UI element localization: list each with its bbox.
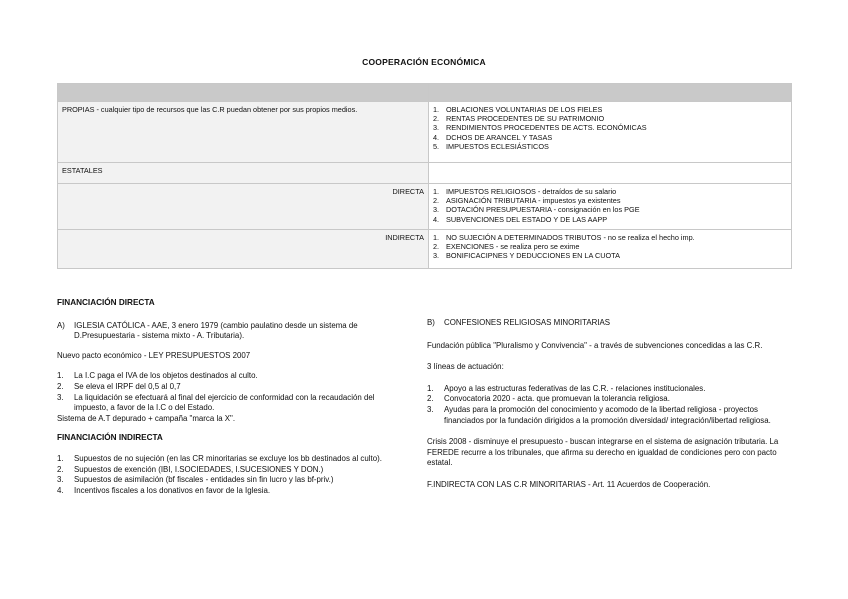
list-item bbox=[57, 393, 395, 414]
list-item-number: 3. bbox=[433, 205, 440, 215]
estatales-empty-cell bbox=[429, 163, 792, 184]
nuevo-pacto: Nuevo pacto económico - LEY PRESUPUESTOS 2007 bbox=[57, 350, 251, 360]
header-cell-left bbox=[58, 84, 429, 102]
list-item-number: 2. bbox=[433, 196, 440, 206]
table-row-directa bbox=[58, 184, 792, 230]
list-item bbox=[57, 486, 395, 497]
list-item bbox=[433, 187, 787, 196]
list-item-number: 3. bbox=[57, 392, 64, 402]
list-item-number: 3. bbox=[57, 475, 64, 485]
list-item-text: RENDIMIENTOS PROCEDENTES DE ACTS. ECONÓMICAS bbox=[446, 123, 647, 133]
fundacion-text: Fundación pública "Pluralismo y Convivencia" - a través de subvenciones concedidas a las C.R. bbox=[427, 340, 763, 350]
item-b-label: B) bbox=[427, 318, 435, 327]
list-item-number: 1. bbox=[427, 383, 434, 393]
list-item-number: 1. bbox=[433, 233, 440, 242]
list-item-number: 3. bbox=[433, 251, 440, 261]
propias-list bbox=[433, 105, 787, 151]
list-item-text: DOTACIÓN PRESUPUESTARIA - consignación en los PGE bbox=[446, 205, 640, 215]
list-item bbox=[427, 405, 793, 426]
list-item-text: Apoyo a las estructuras federativas de las C.R. - relaciones institucionales. bbox=[444, 383, 706, 393]
sistema-text: Sistema de A.T depurado + campaña "marca la X". bbox=[57, 413, 236, 423]
list-item bbox=[433, 105, 787, 114]
list-item-number: 4. bbox=[433, 214, 440, 224]
list-item bbox=[433, 233, 787, 242]
crisis-text: Crisis 2008 - disminuye el presupuesto - buscan integrarse en el sistema de asignación tributaria. La FEREDE recurre a los tribunales, que afirma su derecho en igualdad de condiciones pero con pacto estatal. bbox=[427, 437, 779, 468]
list-item-number: 3. bbox=[433, 123, 440, 133]
list-item-text: SUBVENCIONES DEL ESTADO Y DE LAS AAPP bbox=[446, 214, 608, 224]
list-item-number: 3. bbox=[427, 404, 434, 414]
list-item-text: Ayudas para la promoción del conocimiento y acomodo de la libertad religiosa - proyectos financiados por la fundación dirigidos a la promoción diversidad/ integración/libertad religiosa. bbox=[444, 404, 771, 425]
list-item bbox=[427, 384, 793, 395]
list-item bbox=[433, 242, 787, 251]
item-b bbox=[427, 318, 793, 329]
list-item-text: Supuestos de asimilación (bf fiscales - entidades sin fin lucro y las bf-priv.) bbox=[74, 475, 334, 485]
list-item-text: Se eleva el IRPF del 0,5 al 0,7 bbox=[74, 381, 181, 391]
list-item-number: 1. bbox=[57, 453, 64, 463]
financiacion-indirecta-list bbox=[57, 454, 395, 496]
heading-financiacion-directa: FINANCIACIÓN DIRECTA bbox=[57, 298, 155, 307]
list-item-number: 1. bbox=[433, 105, 440, 114]
item-a bbox=[57, 321, 395, 342]
list-item bbox=[433, 133, 787, 142]
indirecta-table-list bbox=[433, 233, 787, 261]
list-item-number: 4. bbox=[433, 132, 440, 142]
heading-financiacion-indirecta: FINANCIACIÓN INDIRECTA bbox=[57, 433, 163, 443]
list-item-number: 5. bbox=[433, 141, 440, 151]
indirecta-cell: INDIRECTA bbox=[58, 230, 429, 269]
list-item-number: 4. bbox=[57, 485, 64, 495]
list-item-text: Incentivos fiscales a los donativos en favor de la Iglesia. bbox=[74, 485, 271, 495]
propias-list-cell bbox=[429, 102, 792, 163]
right-column bbox=[427, 318, 793, 491]
list-item-text: DCHOS DE ARANCEL Y TASAS bbox=[446, 132, 553, 142]
left-column bbox=[57, 298, 395, 496]
propias-cell: PROPIAS - cualquier tipo de recursos que las C.R puedan obtener por sus propios medios. bbox=[58, 102, 429, 163]
table-row-estatales bbox=[58, 163, 792, 184]
list-item-text: NO SUJECIÓN A DETERMINADOS TRIBUTOS - no se realiza el hecho imp. bbox=[446, 233, 695, 242]
page-title: COOPERACIÓN ECONÓMICA bbox=[362, 57, 486, 67]
directa-list-cell bbox=[429, 184, 792, 230]
list-item bbox=[427, 394, 793, 405]
list-item bbox=[57, 382, 395, 393]
list-item-text: La liquidación se efectuará al final del ejercicio de conformidad con la recaudación del impuesto, a favor de la I.C o del Estado. bbox=[74, 392, 375, 413]
list-item bbox=[433, 205, 787, 214]
list-item bbox=[433, 215, 787, 224]
item-a-label: A) bbox=[57, 320, 65, 330]
list-item-number: 2. bbox=[433, 242, 440, 252]
lineas-text: 3 líneas de actuación: bbox=[427, 362, 504, 372]
list-item bbox=[57, 371, 395, 382]
list-item bbox=[433, 114, 787, 123]
list-item bbox=[57, 465, 395, 476]
list-item-number: 2. bbox=[57, 464, 64, 474]
table-header-row bbox=[58, 84, 792, 102]
item-b-text: CONFESIONES RELIGIOSAS MINORITARIAS bbox=[444, 318, 611, 327]
header-cell-right bbox=[429, 84, 792, 102]
list-item-text: EXENCIONES - se realiza pero se exime bbox=[446, 242, 580, 252]
findirecta-text: F.INDIRECTA CON LAS C.R MINORITARIAS - Art. 11 Acuerdos de Cooperación. bbox=[427, 479, 711, 489]
list-item-text: OBLACIONES VOLUNTARIAS DE LOS FIELES bbox=[446, 105, 603, 114]
item-a-text: IGLESIA CATÓLICA - AAE, 3 enero 1979 (cambio paulatino desde un sistema de D.Presupuestaria - sistema mixto - A. Tributaria). bbox=[74, 320, 358, 341]
estatales-cell: ESTATALES bbox=[58, 163, 429, 184]
list-item-number: 2. bbox=[57, 381, 64, 391]
list-item-text: Supuestos de exención (IBI, I.SOCIEDADES, I.SUCESIONES Y DON.) bbox=[74, 464, 324, 474]
directa-cell: DIRECTA bbox=[58, 184, 429, 230]
list-item-text: IMPUESTOS RELIGIOSOS - detraídos de su salario bbox=[446, 187, 617, 196]
table-row-indirecta bbox=[58, 230, 792, 269]
directa-list bbox=[433, 187, 787, 224]
list-item bbox=[433, 142, 787, 151]
list-item bbox=[57, 475, 395, 486]
list-item-text: RENTAS PROCEDENTES DE SU PATRIMONIO bbox=[446, 114, 605, 124]
list-item-text: BONIFICACIPNES Y DEDUCCIONES EN LA CUOTA bbox=[446, 251, 620, 261]
list-item-number: 1. bbox=[57, 371, 64, 381]
pacto-list bbox=[57, 371, 395, 413]
cooperation-table bbox=[57, 83, 792, 269]
list-item-text: IMPUESTOS ECLESIÁSTICOS bbox=[446, 141, 549, 151]
lineas-list bbox=[427, 384, 793, 426]
table-row-propias bbox=[58, 102, 792, 163]
list-item-number: 1. bbox=[433, 187, 440, 196]
list-item-number: 2. bbox=[433, 114, 440, 124]
list-item bbox=[433, 196, 787, 205]
list-item-text: Supuestos de no sujeción (en las CR minoritarias se excluye los bb destinados al culto). bbox=[74, 453, 382, 463]
list-item bbox=[433, 251, 787, 260]
list-item-text: ASIGNACIÓN TRIBUTARIA - impuestos ya existentes bbox=[446, 196, 621, 206]
indirecta-list-cell bbox=[429, 230, 792, 269]
list-item bbox=[57, 454, 395, 465]
list-item-number: 2. bbox=[427, 394, 434, 404]
list-item-text: Convocatoria 2020 - acta. que promuevan la tolerancia religiosa. bbox=[444, 394, 670, 404]
list-item-text: La I.C paga el IVA de los objetos destinados al culto. bbox=[74, 371, 258, 381]
list-item bbox=[433, 123, 787, 132]
